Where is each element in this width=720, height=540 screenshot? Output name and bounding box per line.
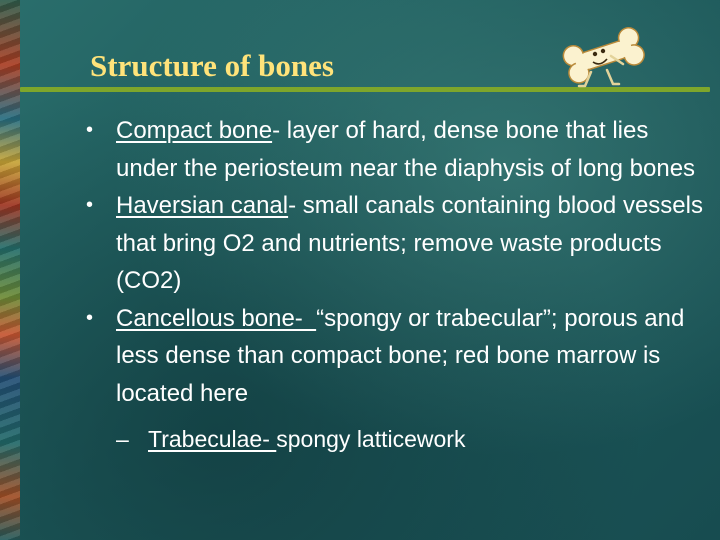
bullet-term: Haversian canal [116, 192, 289, 219]
bullet-marker: • [86, 119, 94, 141]
bullet-item [86, 300, 706, 413]
sub-bullet-marker: – [116, 426, 129, 452]
bone-mascot-logo-icon [555, 20, 655, 92]
bullet-text: - small canals containing blood vessels that bring O2 and nutrients; remove waste products (CO2) [116, 192, 703, 294]
bullet-item [86, 187, 706, 300]
bullet-text: “spongy or trabecular”; porous and less dense than compact bone; red bone marrow is located here [116, 304, 685, 407]
slide-title: Structure of bones [90, 48, 334, 83]
bullet-marker: • [86, 306, 94, 329]
bullet-text: - layer of hard, dense bone that lies under the periosteum near the diaphysis of long bones [116, 117, 696, 182]
bullet-list [86, 112, 706, 456]
sub-bullet-term: Trabeculae- [148, 426, 277, 452]
bullet-term: Cancellous bone- [116, 304, 317, 332]
decorative-strip [0, 0, 20, 540]
bullet-marker: • [86, 194, 94, 216]
bullet-item [86, 112, 706, 187]
sub-bullet-item [86, 422, 706, 456]
sub-bullet-text: spongy latticework [276, 426, 466, 452]
bullet-term: Compact bone [116, 117, 273, 144]
